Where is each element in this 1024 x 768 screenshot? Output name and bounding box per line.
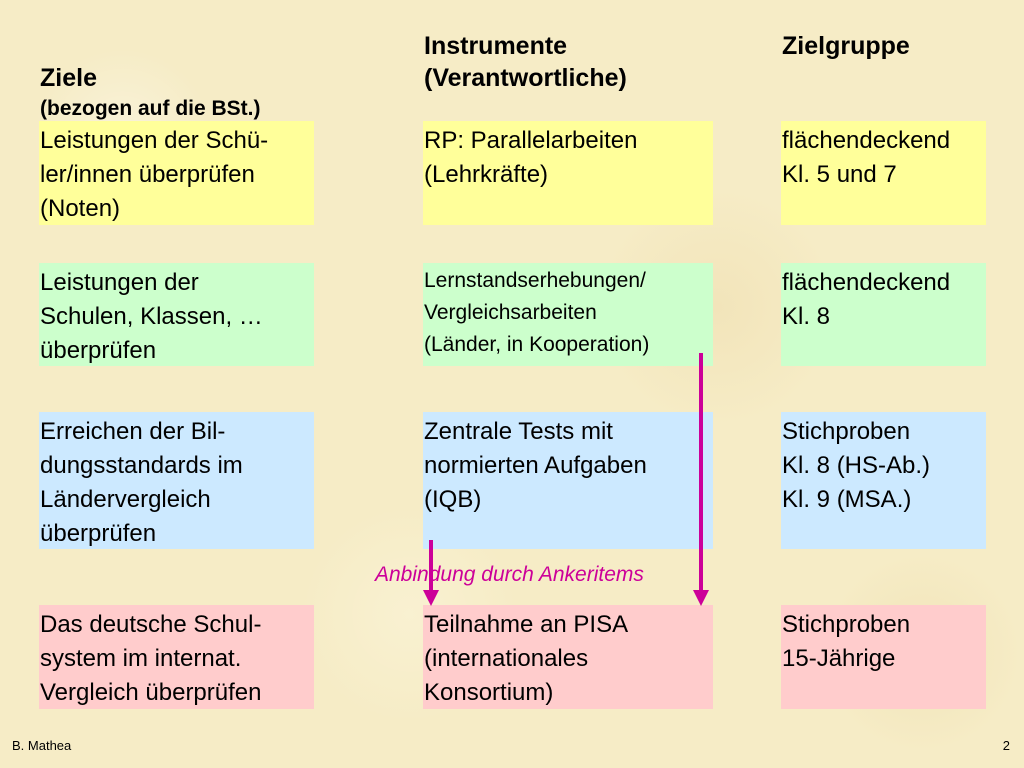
zielgruppe-cell-row-3: Stichproben Kl. 8 (HS-Ab.) Kl. 9 (MSA.) (781, 412, 986, 549)
header-ziele-title: Ziele (40, 64, 97, 92)
header-instrumente: Instrumente (Verantwortliche) (424, 32, 627, 92)
ziel-cell-row-3: Erreichen der Bil- dungsstandards im Ländervergleich überprüfen (39, 412, 314, 549)
zielgruppe-cell-row-2: flächendeckend Kl. 8 (781, 263, 986, 366)
footer-author: B. Mathea (12, 738, 72, 753)
zielgruppe-cell-row-4: Stichproben 15-Jährige (781, 605, 986, 709)
ziel-cell-row-2: Leistungen der Schulen, Klassen, … überprüfen (39, 263, 314, 366)
header-zielgruppe: Zielgruppe (782, 32, 910, 60)
anchor-items-annotation: Anbindung durch Ankeritems (375, 563, 644, 586)
instrument-cell-row-1: RP: Parallelarbeiten (Lehrkräfte) (423, 121, 713, 225)
instrument-cell-row-4: Teilnahme an PISA (internationales Konsortium) (423, 605, 713, 709)
instrument-cell-row-3: Zentrale Tests mit normierten Aufgaben (IQB) (423, 412, 713, 549)
page-number: 2 (1002, 738, 1010, 753)
zielgruppe-cell-row-1: flächendeckend Kl. 5 und 7 (781, 121, 986, 225)
header-ziele-subtitle: (bezogen auf die BSt.) (40, 97, 261, 120)
ziel-cell-row-1: Leistungen der Schü- ler/innen überprüfen (Noten) (39, 121, 314, 225)
ziel-cell-row-4: Das deutsche Schul- system im internat. Vergleich überprüfen (39, 605, 314, 709)
instrument-cell-row-2: Lernstandserhebungen/ Vergleichsarbeiten (Länder, in Kooperation) (423, 263, 713, 366)
